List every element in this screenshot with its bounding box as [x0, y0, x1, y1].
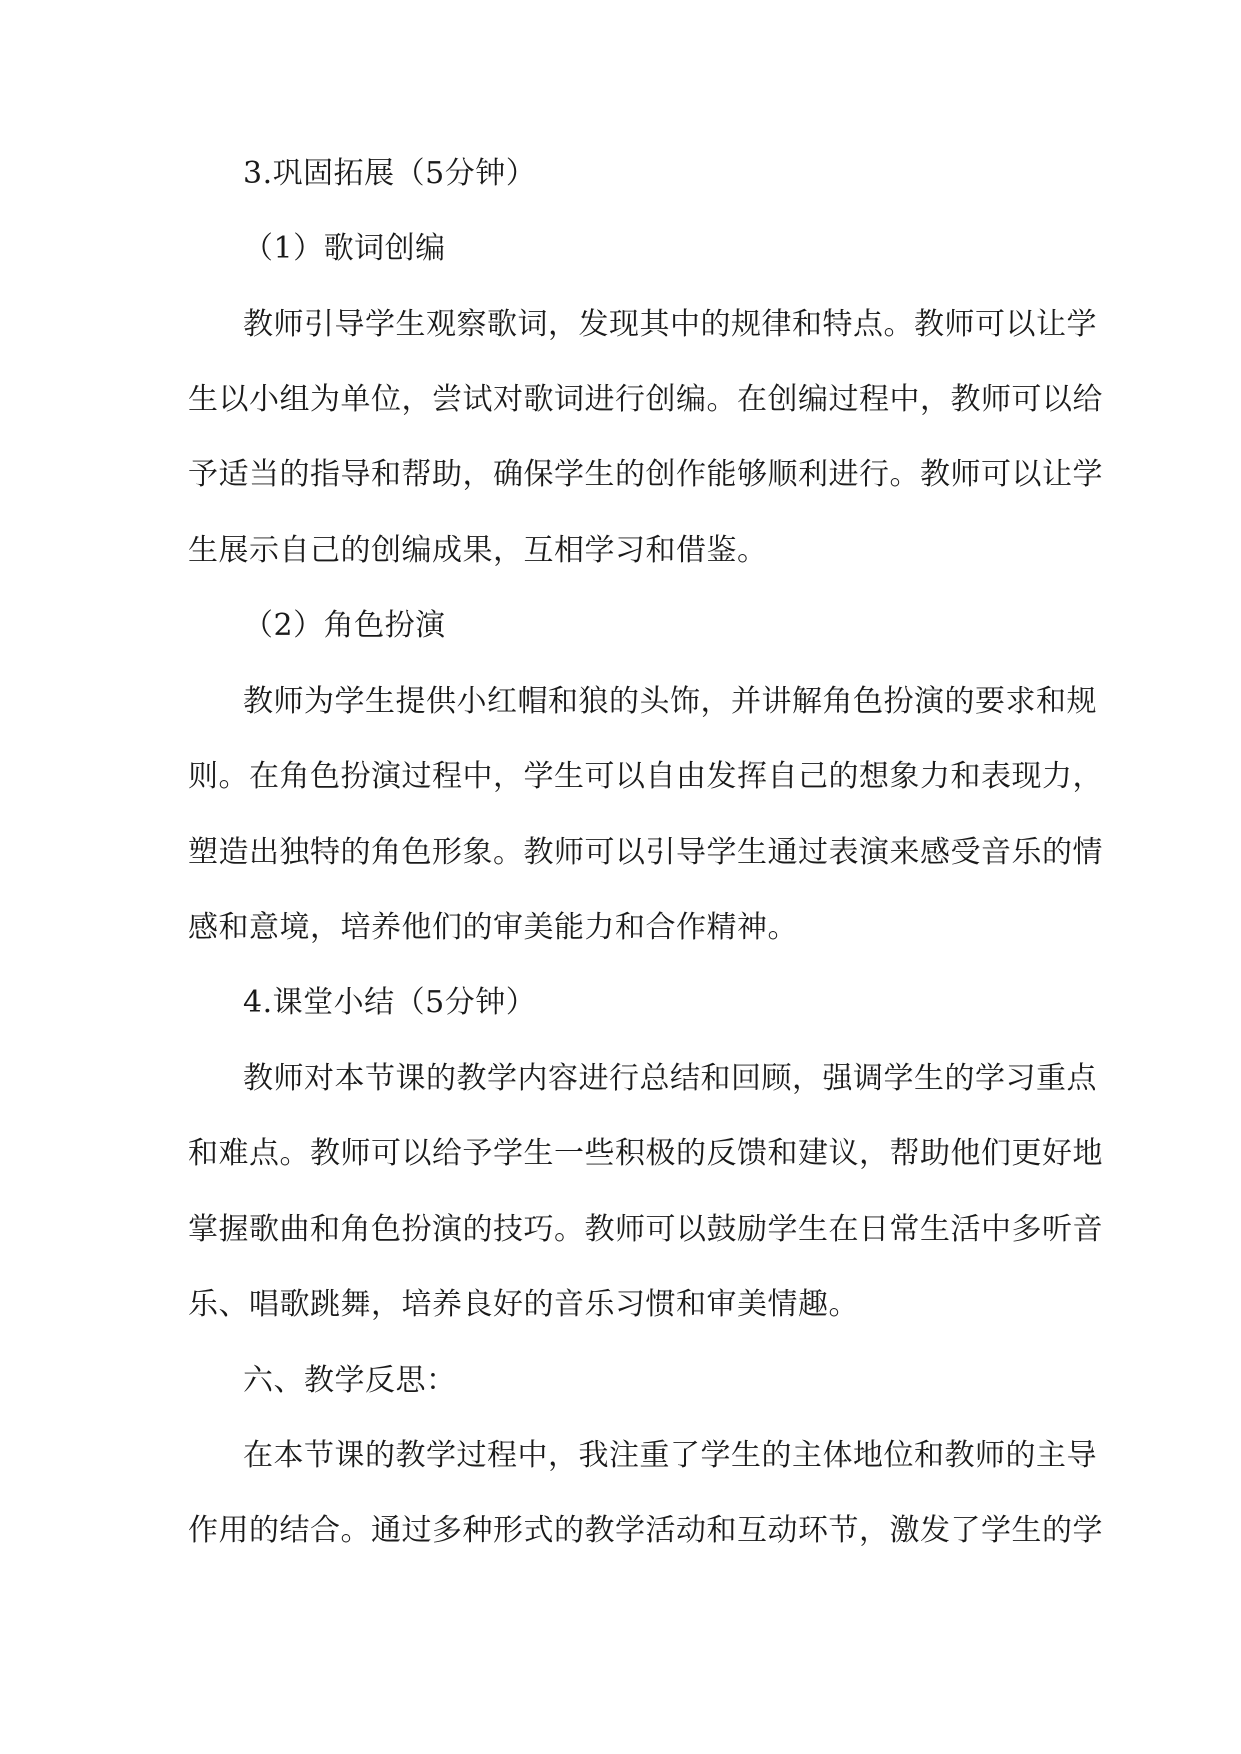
paragraph-line: 在本节课的教学过程中，我注重了学生的主体地位和教师的主导 — [243, 1438, 1097, 1473]
paragraph-line: 掌握歌曲和角色扮演的技巧。教师可以鼓励学生在日常生活中多听音 — [188, 1212, 1103, 1247]
paragraph-line: 生以小组为单位，尝试对歌词进行创编。在创编过程中，教师可以给 — [188, 382, 1103, 417]
paragraph-line: 教师为学生提供小红帽和狼的头饰，并讲解角色扮演的要求和规 — [243, 684, 1097, 719]
section-6-heading: 六、教学反思： — [243, 1363, 457, 1398]
paragraph-line: 则。在角色扮演过程中，学生可以自由发挥自己的想象力和表现力， — [188, 759, 1103, 794]
paragraph-line: 塑造出独特的角色形象。教师可以引导学生通过表演来感受音乐的情 — [188, 835, 1103, 870]
paragraph-line: 感和意境，培养他们的审美能力和合作精神。 — [188, 910, 798, 945]
section-3-heading: 3.巩固拓展（5分钟） — [243, 156, 537, 191]
paragraph-line: 生展示自己的创编成果，互相学习和借鉴。 — [188, 533, 768, 568]
paragraph-line: 乐、唱歌跳舞，培养良好的音乐习惯和审美情趣。 — [188, 1287, 859, 1322]
paragraph-line: 作用的结合。通过多种形式的教学活动和互动环节，激发了学生的学 — [188, 1513, 1103, 1548]
paragraph-line: 和难点。教师可以给予学生一些积极的反馈和建议，帮助他们更好地 — [188, 1136, 1103, 1171]
paragraph-line: 教师对本节课的教学内容进行总结和回顾，强调学生的学习重点 — [243, 1061, 1097, 1096]
paragraph-line: 予适当的指导和帮助，确保学生的创作能够顺利进行。教师可以让学 — [188, 457, 1103, 492]
subsection-1-title: （1）歌词创编 — [243, 231, 446, 266]
paragraph-line: 教师引导学生观察歌词，发现其中的规律和特点。教师可以让学 — [243, 307, 1097, 342]
subsection-2-title: （2）角色扮演 — [243, 608, 446, 643]
section-4-heading: 4.课堂小结（5分钟） — [243, 985, 537, 1020]
